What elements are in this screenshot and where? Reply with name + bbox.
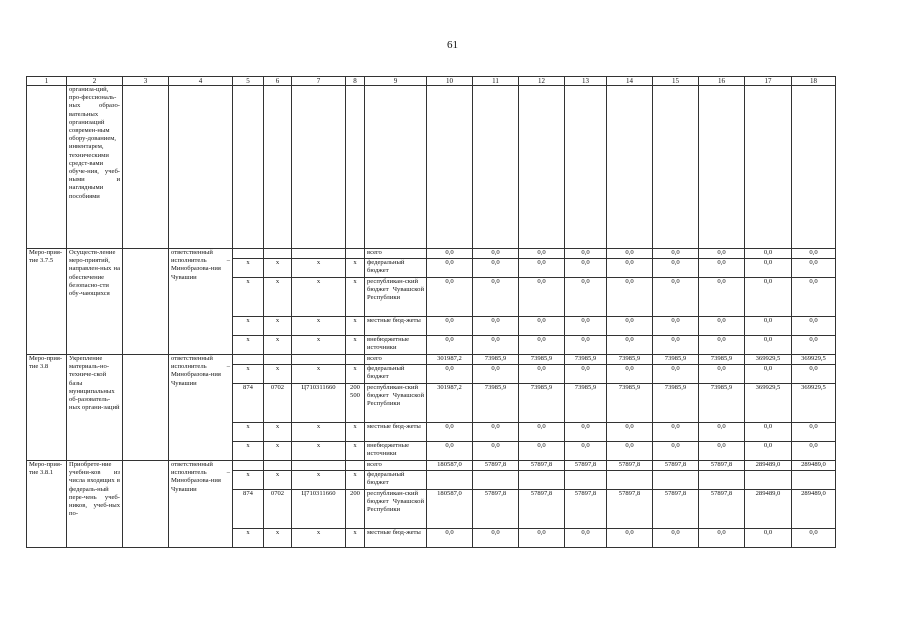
value-cell [519, 471, 565, 490]
expense-type-cell: 200 [346, 490, 365, 529]
value-cell: 0,0 [792, 529, 836, 548]
value-cell: 289489,0 [792, 490, 836, 529]
value-cell: 0,0 [792, 278, 836, 317]
cell [699, 86, 745, 249]
value-cell [427, 471, 473, 490]
section-code-cell: х [264, 529, 292, 548]
value-cell: 0,0 [565, 423, 607, 442]
header-cell: 6 [264, 77, 292, 86]
value-cell: 0,0 [473, 336, 519, 355]
target-article-cell: х [292, 471, 346, 490]
measure-name-cell: Осуществ-ление меро-приятий, направлен-ных на обеспечение безопасно-сти обу-чающихся [67, 249, 123, 355]
section-code-cell: х [264, 259, 292, 278]
cell [745, 86, 792, 249]
grbs-cell: х [233, 529, 264, 548]
value-cell: 0,0 [565, 249, 607, 259]
value-cell: 0,0 [699, 442, 745, 461]
value-cell: 0,0 [565, 442, 607, 461]
section-code-cell [264, 249, 292, 259]
header-cell: 1 [27, 77, 67, 86]
value-cell: 0,0 [473, 423, 519, 442]
section-code-cell: х [264, 365, 292, 384]
measure-code-cell: Меро-прия-тие 3.8 [27, 355, 67, 461]
value-cell [565, 471, 607, 490]
value-cell: 0,0 [699, 278, 745, 317]
section-code-cell: х [264, 317, 292, 336]
value-cell: 0,0 [607, 259, 653, 278]
value-cell: 289489,0 [745, 461, 792, 471]
header-cell: 15 [653, 77, 699, 86]
value-cell: 0,0 [792, 365, 836, 384]
value-cell: 0,0 [653, 259, 699, 278]
value-cell: 0,0 [653, 317, 699, 336]
funding-source-cell: внебюджетные источники [365, 442, 427, 461]
header-cell: 18 [792, 77, 836, 86]
value-cell: 73985,9 [473, 355, 519, 365]
value-cell: 0,0 [792, 442, 836, 461]
value-cell: 0,0 [745, 249, 792, 259]
funding-source-cell: республикан-ский бюджет Чувашской Республики [365, 490, 427, 529]
value-cell [699, 471, 745, 490]
expense-type-cell [346, 249, 365, 259]
value-cell: 73985,9 [565, 384, 607, 423]
value-cell: 0,0 [565, 529, 607, 548]
grbs-cell: х [233, 336, 264, 355]
value-cell: 289489,0 [745, 490, 792, 529]
value-cell: 0,0 [519, 278, 565, 317]
value-cell: 0,0 [653, 336, 699, 355]
grbs-cell: х [233, 423, 264, 442]
cell [792, 86, 836, 249]
grbs-cell [233, 355, 264, 365]
value-cell: 0,0 [427, 317, 473, 336]
value-cell: 0,0 [519, 249, 565, 259]
value-cell: 0,0 [473, 365, 519, 384]
value-cell: 0,0 [607, 336, 653, 355]
value-cell: 0,0 [519, 259, 565, 278]
value-cell: 73985,9 [699, 355, 745, 365]
value-cell: 0,0 [745, 317, 792, 336]
expense-type-cell [346, 461, 365, 471]
executor-cell: ответственный исполнитель – Минобразова-ния Чувашии [169, 249, 233, 355]
expense-type-cell: х [346, 278, 365, 317]
value-cell: 0,0 [653, 249, 699, 259]
funding-source-cell: федеральный бюджет [365, 471, 427, 490]
value-cell: 57897,8 [473, 490, 519, 529]
expense-type-cell: х [346, 529, 365, 548]
value-cell: 0,0 [607, 442, 653, 461]
value-cell [792, 471, 836, 490]
value-cell: 369929,5 [745, 384, 792, 423]
measure-name-cell: Приобрете-ние учебни-ков из числа входящих в федераль-ный пере-чень учеб-ников, учеб-ных по- [67, 461, 123, 548]
funding-source-cell: местные бюд-жеты [365, 529, 427, 548]
value-cell: 0,0 [519, 442, 565, 461]
header-cell: 12 [519, 77, 565, 86]
value-cell: 57897,8 [519, 461, 565, 471]
value-cell: 0,0 [792, 336, 836, 355]
value-cell: 0,0 [653, 442, 699, 461]
value-cell: 0,0 [427, 278, 473, 317]
value-cell: 0,0 [473, 529, 519, 548]
value-cell: 0,0 [519, 317, 565, 336]
cell [519, 86, 565, 249]
value-cell: 73985,9 [565, 355, 607, 365]
header-row [27, 77, 836, 86]
target-article-cell: Ц710311660 [292, 384, 346, 423]
value-cell: 0,0 [699, 317, 745, 336]
target-article-cell: х [292, 442, 346, 461]
header-cell: 16 [699, 77, 745, 86]
table-row [27, 461, 836, 471]
value-cell [607, 471, 653, 490]
value-cell: 0,0 [565, 259, 607, 278]
value-cell: 369929,5 [745, 355, 792, 365]
expense-type-cell: х [346, 442, 365, 461]
cell [607, 86, 653, 249]
value-cell: 0,0 [473, 259, 519, 278]
value-cell: 0,0 [745, 365, 792, 384]
header-cell: 14 [607, 77, 653, 86]
funding-source-cell: республикан-ский бюджет Чувашской Республики [365, 384, 427, 423]
value-cell: 0,0 [427, 365, 473, 384]
value-cell: 57897,8 [607, 490, 653, 529]
measure-code-cell: Меро-прия-тие 3.8.1 [27, 461, 67, 548]
value-cell: 289489,0 [792, 461, 836, 471]
value-cell: 73985,9 [699, 384, 745, 423]
value-cell: 0,0 [473, 317, 519, 336]
page-number: 61 [447, 39, 458, 51]
value-cell [653, 471, 699, 490]
value-cell: 73985,9 [653, 384, 699, 423]
value-cell: 57897,8 [653, 490, 699, 529]
value-cell: 369929,5 [792, 384, 836, 423]
value-cell: 0,0 [607, 278, 653, 317]
value-cell: 57897,8 [607, 461, 653, 471]
value-cell: 0,0 [607, 365, 653, 384]
value-cell: 73985,9 [653, 355, 699, 365]
cell [346, 86, 365, 249]
header-cell: 2 [67, 77, 123, 86]
header-cell: 7 [292, 77, 346, 86]
grbs-cell: х [233, 278, 264, 317]
value-cell: 57897,8 [519, 490, 565, 529]
value-cell: 0,0 [653, 423, 699, 442]
value-cell: 0,0 [519, 423, 565, 442]
header-cell: 11 [473, 77, 519, 86]
value-cell: 301987,2 [427, 384, 473, 423]
header-cell: 17 [745, 77, 792, 86]
value-cell: 73985,9 [519, 355, 565, 365]
funding-source-cell: местные бюд-жеты [365, 423, 427, 442]
funding-source-cell: внебюджетные источники [365, 336, 427, 355]
cell [123, 461, 169, 548]
grbs-cell: х [233, 471, 264, 490]
cell [123, 355, 169, 461]
cell [233, 86, 264, 249]
target-article-cell: х [292, 317, 346, 336]
grbs-cell: х [233, 317, 264, 336]
value-cell: 0,0 [699, 423, 745, 442]
value-cell: 0,0 [745, 259, 792, 278]
value-cell: 57897,8 [565, 461, 607, 471]
cell [123, 249, 169, 355]
target-article-cell [292, 355, 346, 365]
value-cell: 0,0 [745, 442, 792, 461]
value-cell: 73985,9 [473, 384, 519, 423]
cell [292, 86, 346, 249]
cell [264, 86, 292, 249]
value-cell: 0,0 [427, 336, 473, 355]
expense-type-cell: х [346, 423, 365, 442]
executor-cell: ответственный исполнитель – Минобразова-ния Чувашии [169, 461, 233, 548]
value-cell: 0,0 [565, 336, 607, 355]
cell [123, 86, 169, 249]
value-cell: 0,0 [607, 423, 653, 442]
funding-source-cell: федеральный бюджет [365, 365, 427, 384]
table-row [27, 249, 836, 259]
value-cell: 0,0 [565, 278, 607, 317]
section-code-cell: 0702 [264, 384, 292, 423]
value-cell: 73985,9 [607, 355, 653, 365]
grbs-cell: 874 [233, 384, 264, 423]
value-cell: 0,0 [653, 278, 699, 317]
cell [653, 86, 699, 249]
expense-type-cell: 200 500 [346, 384, 365, 423]
value-cell: 0,0 [427, 249, 473, 259]
value-cell: 0,0 [745, 529, 792, 548]
grbs-cell [233, 249, 264, 259]
value-cell: 0,0 [745, 423, 792, 442]
expense-type-cell: х [346, 317, 365, 336]
measure-name-cell: организа-ций, про-фессиональ-ных образо-вательных организаций современ-ным обору-дованием, инвентарем, техническими средст-вами обуче-ния, учеб-ными и наглядными пособиями [67, 86, 123, 249]
grbs-cell: х [233, 365, 264, 384]
funding-source-cell: всего [365, 461, 427, 471]
section-code-cell: х [264, 471, 292, 490]
expense-type-cell: х [346, 365, 365, 384]
section-code-cell: х [264, 423, 292, 442]
grbs-cell: 874 [233, 490, 264, 529]
funding-source-cell: республикан-ский бюджет Чувашской Республики [365, 278, 427, 317]
value-cell: 57897,8 [565, 490, 607, 529]
value-cell: 0,0 [607, 249, 653, 259]
measure-name-cell: Укрепление материаль-но-техниче-ской базы муниципальных об-разователь-ных органи-заций [67, 355, 123, 461]
section-code-cell: 0702 [264, 490, 292, 529]
value-cell: 369929,5 [792, 355, 836, 365]
value-cell: 73985,9 [519, 384, 565, 423]
value-cell: 0,0 [519, 336, 565, 355]
cell [565, 86, 607, 249]
value-cell: 0,0 [427, 259, 473, 278]
target-article-cell: х [292, 259, 346, 278]
measure-code-cell: Меро-прия-тие 3.7.5 [27, 249, 67, 355]
section-code-cell: х [264, 442, 292, 461]
target-article-cell [292, 461, 346, 471]
value-cell: 0,0 [473, 278, 519, 317]
expense-type-cell: х [346, 471, 365, 490]
cell [169, 86, 233, 249]
header-cell: 10 [427, 77, 473, 86]
value-cell: 0,0 [792, 259, 836, 278]
value-cell: 0,0 [699, 365, 745, 384]
value-cell: 0,0 [473, 249, 519, 259]
value-cell: 0,0 [427, 529, 473, 548]
value-cell: 0,0 [745, 278, 792, 317]
value-cell: 301987,2 [427, 355, 473, 365]
value-cell: 0,0 [519, 365, 565, 384]
section-code-cell: х [264, 336, 292, 355]
cell [27, 86, 67, 249]
header-cell: 8 [346, 77, 365, 86]
grbs-cell: х [233, 259, 264, 278]
value-cell: 0,0 [519, 529, 565, 548]
value-cell: 0,0 [699, 529, 745, 548]
funding-source-cell: местные бюд-жеты [365, 317, 427, 336]
funding-source-cell: всего [365, 249, 427, 259]
value-cell: 180587,0 [427, 490, 473, 529]
section-code-cell [264, 355, 292, 365]
value-cell: 57897,8 [473, 461, 519, 471]
value-cell: 0,0 [745, 336, 792, 355]
target-article-cell: х [292, 365, 346, 384]
expense-type-cell: х [346, 336, 365, 355]
section-code-cell: х [264, 278, 292, 317]
grbs-cell [233, 461, 264, 471]
value-cell: 0,0 [699, 259, 745, 278]
expense-type-cell [346, 355, 365, 365]
value-cell: 57897,8 [653, 461, 699, 471]
header-cell: 9 [365, 77, 427, 86]
table-row [27, 355, 836, 365]
funding-source-cell: всего [365, 355, 427, 365]
cell [365, 86, 427, 249]
budget-table [26, 76, 836, 548]
value-cell: 0,0 [565, 365, 607, 384]
value-cell: 0,0 [699, 336, 745, 355]
value-cell: 73985,9 [607, 384, 653, 423]
header-cell: 13 [565, 77, 607, 86]
funding-source-cell: федеральный бюджет [365, 259, 427, 278]
cell [427, 86, 473, 249]
value-cell: 0,0 [792, 317, 836, 336]
target-article-cell: х [292, 278, 346, 317]
header-cell: 5 [233, 77, 264, 86]
value-cell: 0,0 [427, 442, 473, 461]
value-cell: 0,0 [607, 317, 653, 336]
value-cell: 57897,8 [699, 461, 745, 471]
value-cell [473, 471, 519, 490]
target-article-cell: х [292, 423, 346, 442]
value-cell: 0,0 [653, 529, 699, 548]
value-cell: 57897,8 [699, 490, 745, 529]
value-cell: 0,0 [792, 249, 836, 259]
expense-type-cell: х [346, 259, 365, 278]
value-cell: 0,0 [792, 423, 836, 442]
grbs-cell: х [233, 442, 264, 461]
target-article-cell: Ц710311660 [292, 490, 346, 529]
value-cell: 180587,0 [427, 461, 473, 471]
header-cell: 3 [123, 77, 169, 86]
value-cell: 0,0 [473, 442, 519, 461]
value-cell: 0,0 [607, 529, 653, 548]
section-code-cell [264, 461, 292, 471]
continued-row [27, 86, 836, 249]
value-cell: 0,0 [565, 317, 607, 336]
executor-cell: ответственный исполнитель – Минобразова-ния Чувашии [169, 355, 233, 461]
cell [473, 86, 519, 249]
target-article-cell [292, 249, 346, 259]
target-article-cell: х [292, 336, 346, 355]
target-article-cell: х [292, 529, 346, 548]
value-cell: 0,0 [653, 365, 699, 384]
value-cell: 0,0 [699, 249, 745, 259]
value-cell: 0,0 [427, 423, 473, 442]
value-cell [745, 471, 792, 490]
header-cell: 4 [169, 77, 233, 86]
